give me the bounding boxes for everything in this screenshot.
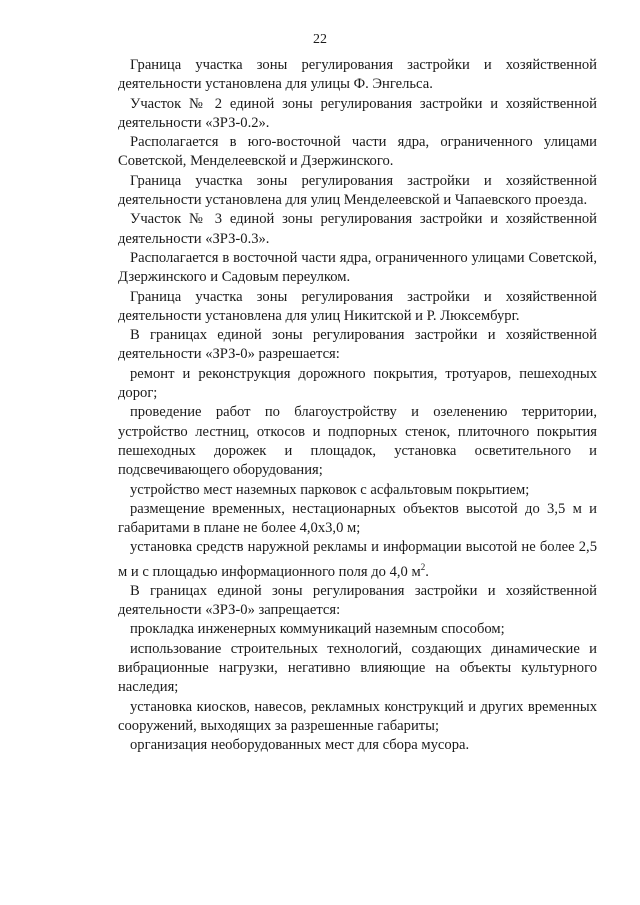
paragraph: Участок № 3 единой зоны регулирования застройки и хозяйственной деятельности «ЗРЗ-0.3». (118, 211, 597, 247)
paragraph: установка киосков, навесов, рекламных конструкций и других временных сооружений, выходящих за разрешенные габариты; (118, 698, 597, 734)
paragraph-with-superscript (118, 538, 597, 581)
paragraph: В границах единой зоны регулирования застройки и хозяйственной деятельности «ЗРЗ-0» запрещается: (118, 582, 597, 619)
paragraph: Граница участка зоны регулирования застройки и хозяйственной деятельности установлена для улицы Ф. Энгельса. (118, 57, 597, 93)
page-number: 22 (313, 32, 327, 47)
paragraph: ремонт и реконструкция дорожного покрытия, тротуаров, пешеходных дорог; (118, 365, 597, 402)
paragraph: Граница участка зоны регулирования застройки и хозяйственной деятельности установлена для улиц Никитской и Р. Люксембург. (118, 288, 597, 324)
paragraph: Располагается в восточной части ядра, ограниченного улицами Советской, Дзержинского и Садовым переулком. (118, 249, 597, 286)
paragraph: использование строительных технологий, создающих динамические и вибрационные нагрузки, негативно влияющие на объекты культурного наследия; (118, 640, 597, 696)
paragraph: организация необорудованных мест для сбора мусора. (130, 737, 470, 754)
paragraph: прокладка инженерных коммуникаций наземным способом; (130, 621, 505, 638)
paragraph-tail: . (425, 563, 429, 580)
paragraph: размещение временных, нестационарных объектов высотой до 3,5 м и габаритами в плане не более 4,0х3,0 м; (118, 500, 597, 537)
paragraph: В границах единой зоны регулирования застройки и хозяйственной деятельности «ЗРЗ-0» разрешается: (118, 327, 597, 363)
paragraph: Граница участка зоны регулирования застройки и хозяйственной деятельности установлена для улиц Менделеевской и Чапаевского проезда. (118, 172, 597, 209)
paragraph: проведение работ по благоустройству и озеленению территории, устройство лестниц, откосов и подпорных стенок, плиточного покрытия пешеходных дорожек и площадок, установка осветительного и подсвечивающего оборудования; (118, 404, 597, 479)
paragraph: Участок № 2 единой зоны регулирования застройки и хозяйственной деятельности «ЗРЗ-0.2». (118, 95, 597, 131)
paragraph-text: установка средств наружной рекламы и информации высотой не более 2,5 м и с площадью информационного поля до 4,0 м (118, 539, 597, 580)
body-text (118, 56, 597, 756)
paragraph: устройство мест наземных парковок с асфальтовым покрытием; (130, 481, 530, 498)
paragraph: Располагается в юго-восточной части ядра, ограниченного улицами Советской, Менделеевской и Дзержинского. (118, 134, 597, 170)
superscript: 2 (420, 561, 426, 572)
